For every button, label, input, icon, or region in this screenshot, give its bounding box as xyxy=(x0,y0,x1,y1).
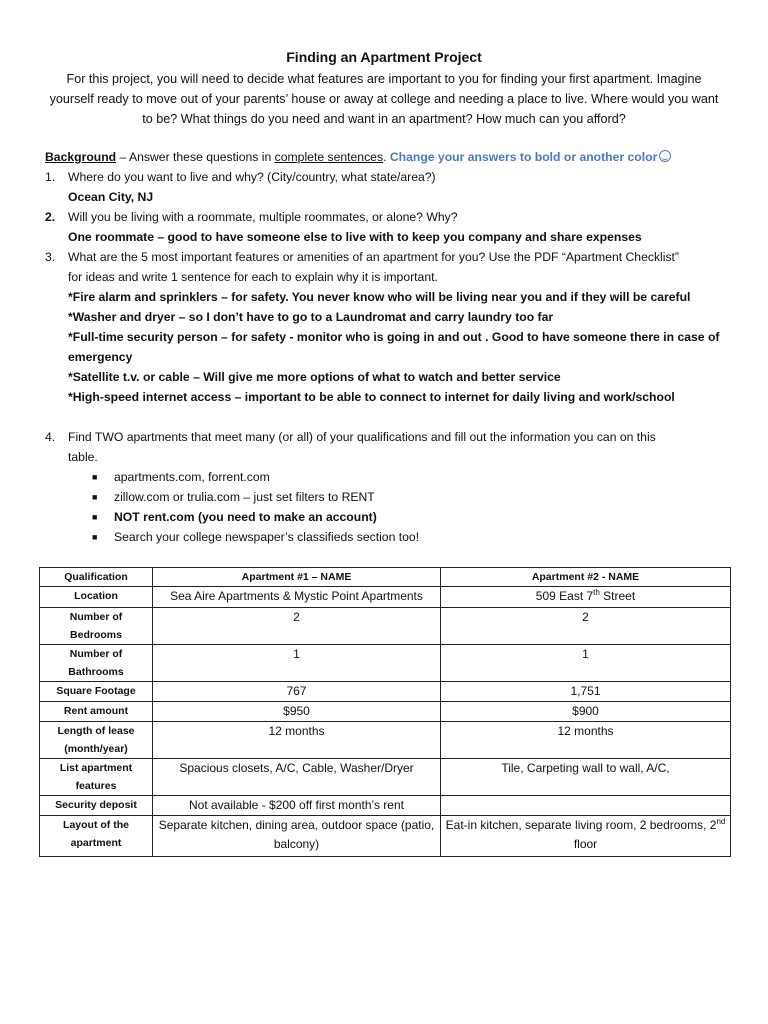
q3-answer-line: *Satellite t.v. or cable – Will give me more options of what to watch and better service xyxy=(68,370,561,384)
smiley-icon xyxy=(659,150,671,162)
header-qualification: Qualification xyxy=(40,568,153,587)
table-row xyxy=(40,816,731,857)
qualification-cell: Number of Bathrooms xyxy=(40,645,153,682)
q1-number: 1. xyxy=(45,170,56,184)
apartment-1-cell: Not available - $200 off first month’s rent xyxy=(153,796,441,816)
qualification-cell: Number of Bedrooms xyxy=(40,608,153,645)
q3-question-line: for ideas and write 1 sentence for each to explain why it is important. xyxy=(68,270,438,284)
qualification-cell: List apartment features xyxy=(40,759,153,796)
intro-line: to be? What things do you need and want in an apartment? How much can you afford? xyxy=(142,112,626,126)
apartment-1-cell: 767 xyxy=(153,682,441,702)
qualification-cell: Layout of the apartment xyxy=(40,816,153,857)
q3-question-line: What are the 5 most important features or amenities of an apartment for you? Use the PDF “Apartment Checklist” xyxy=(68,250,679,264)
intro-paragraph xyxy=(40,69,728,129)
intro-line: For this project, you will need to decide what features are important to you for finding your first apartment. Imagine xyxy=(66,72,702,86)
apartment-comparison-table xyxy=(39,567,731,857)
apartment-2-cell: Tile, Carpeting wall to wall, A/C, xyxy=(441,759,731,796)
bullet-icon: ■ xyxy=(92,532,98,542)
apartment-1-cell: Separate kitchen, dining area, outdoor space (patio, balcony) xyxy=(153,816,441,857)
qualification-cell: Security deposit xyxy=(40,796,153,816)
q4-bullet-item: NOT rent.com (you need to make an account) xyxy=(114,510,377,524)
table-row xyxy=(40,702,731,722)
q3-answer-line: *Full-time security person – for safety - monitor who is going in and out . Good to have someone there in case of xyxy=(68,330,720,344)
table-header-row xyxy=(40,568,731,587)
qualification-cell: Rent amount xyxy=(40,702,153,722)
table-row xyxy=(40,759,731,796)
apartment-1-cell: Spacious closets, A/C, Cable, Washer/Dryer xyxy=(153,759,441,796)
table-row xyxy=(40,682,731,702)
complete-sentences-text: complete sentences xyxy=(274,150,384,164)
qualification-cell: Location xyxy=(40,587,153,608)
table-row xyxy=(40,587,731,608)
q4-question-line: Find TWO apartments that meet many (or all) of your qualifications and fill out the information you can on this xyxy=(68,430,656,444)
q3-number: 3. xyxy=(45,250,56,264)
q3-answer-line: emergency xyxy=(68,350,133,364)
bullet-icon: ■ xyxy=(92,512,98,522)
q1-answer: Ocean City, NJ xyxy=(68,190,154,204)
q4-bullet-item: Search your college newspaper’s classifieds section too! xyxy=(114,530,420,544)
apartment-2-cell: 509 East 7th Street xyxy=(441,587,731,608)
apartment-1-cell: 2 xyxy=(153,608,441,645)
apartment-1-cell: Sea Aire Apartments & Mystic Point Apartments xyxy=(153,587,441,608)
q4-bullet-item: zillow.com or trulia.com – just set filters to RENT xyxy=(114,490,375,504)
apartment-2-cell: 1,751 xyxy=(441,682,731,702)
q2-question: Will you be living with a roommate, multiple roommates, or alone? Why? xyxy=(68,210,458,224)
apartment-1-cell: 12 months xyxy=(153,722,441,759)
header-apartment-1: Apartment #1 – NAME xyxy=(153,568,441,587)
q2-number: 2. xyxy=(45,210,56,224)
apartment-2-cell: 12 months xyxy=(441,722,731,759)
qualification-cell: Square Footage xyxy=(40,682,153,702)
background-text: – Answer these questions in xyxy=(116,150,275,164)
background-line xyxy=(45,147,671,167)
answer-color-instruction: Change your answers to bold or another color xyxy=(389,150,658,164)
table-row xyxy=(40,722,731,759)
document-title: Finding an Apartment Project xyxy=(286,49,482,65)
table-row xyxy=(40,645,731,682)
table-row xyxy=(40,608,731,645)
intro-line: yourself ready to move out of your parents’ house or away at college and needing a place to live. Where would you want xyxy=(49,92,719,106)
q4-question-line: table. xyxy=(68,450,98,464)
q3-answer-line: *Washer and dryer – so I don’t have to go to a Laundromat and carry laundry too far xyxy=(68,310,554,324)
q2-answer: One roommate – good to have someone else to live with to keep you company and share expenses xyxy=(68,230,642,244)
apartment-2-cell xyxy=(441,796,731,816)
background-text-2: . xyxy=(383,150,390,164)
q3-answer-line: *Fire alarm and sprinklers – for safety. You never know who will be living near you and if they will be careful xyxy=(68,290,691,304)
table-row xyxy=(40,796,731,816)
bullet-icon: ■ xyxy=(92,492,98,502)
background-label: Background xyxy=(45,150,117,164)
q4-bullet-item: apartments.com, forrent.com xyxy=(114,470,270,484)
q3-answer-line: *High-speed internet access – important to be able to connect to internet for daily living and work/school xyxy=(68,390,675,404)
apartment-2-cell: Eat-in kitchen, separate living room, 2 bedrooms, 2nd floor xyxy=(441,816,731,857)
apartment-2-cell: 2 xyxy=(441,608,731,645)
apartment-2-cell: 1 xyxy=(441,645,731,682)
q4-number: 4. xyxy=(45,430,56,444)
apartment-1-cell: 1 xyxy=(153,645,441,682)
bullet-icon: ■ xyxy=(92,472,98,482)
qualification-cell: Length of lease (month/year) xyxy=(40,722,153,759)
header-apartment-2: Apartment #2 - NAME xyxy=(441,568,731,587)
q1-question: Where do you want to live and why? (City/country, what state/area?) xyxy=(68,170,436,184)
apartment-1-cell: $950 xyxy=(153,702,441,722)
apartment-2-cell: $900 xyxy=(441,702,731,722)
